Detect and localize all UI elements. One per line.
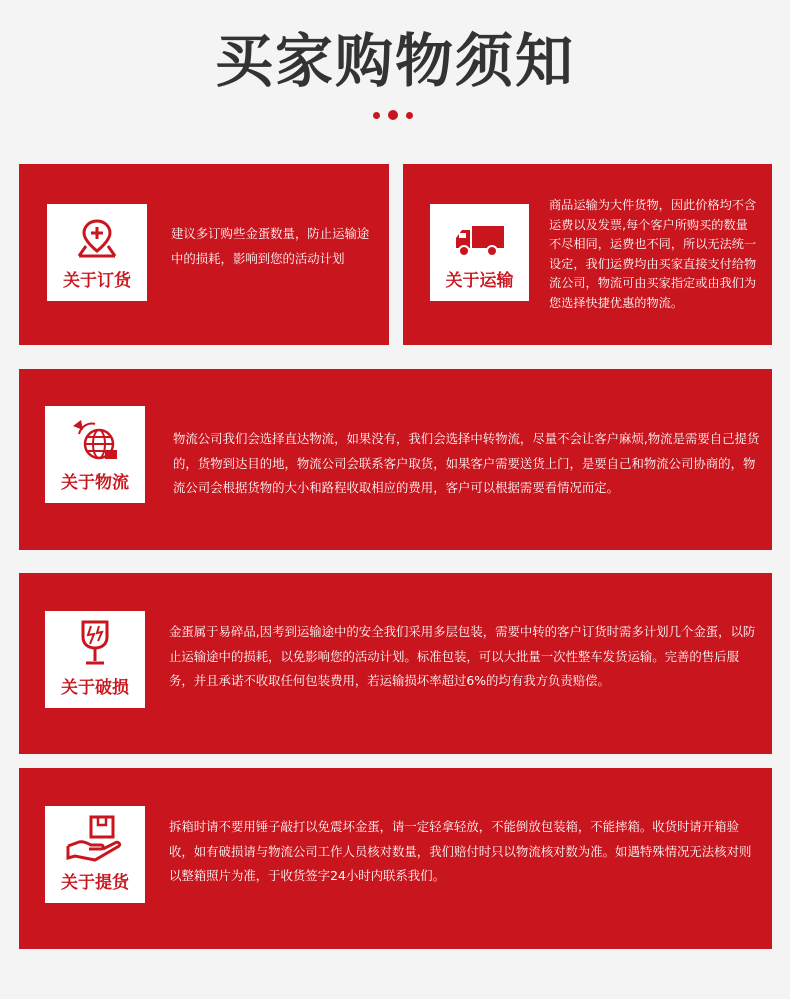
section-logistics-card [45, 406, 145, 503]
section-order-text: 建议多订购些金蛋数量，防止运输途中的损耗，影响到您的活动计划 [171, 226, 370, 266]
delivery-truck-icon [454, 224, 506, 260]
global-logistics-icon [69, 416, 121, 464]
section-shipping-label: 关于运输 [445, 271, 514, 291]
section-damage-label: 关于破损 [61, 678, 129, 698]
divider-dot [388, 110, 398, 120]
section-logistics-text: 物流公司我们会选择直达物流，如果没有，我们会选择中转物流，尽量不会让客户麻烦,物流是需要自己提货的，货物到达目的地，物流公司会联系客户取货，如果客户需要送货上门，是要自己和物流公司协商的，物流公司会根据货物的大小和路程收取相应的费用，客户可以根据需要看情况而定。 [173, 431, 760, 495]
divider-dot [406, 112, 413, 119]
section-shipping-panel [403, 164, 772, 345]
page-title: 买家购物须知 [214, 27, 575, 95]
section-order-label: 关于订货 [63, 271, 131, 291]
section-shipping-text: 商品运输为大件货物，因此价格均不含运费以及发票,每个客户所购买的数量不尽相同，运费也不同，所以无法统一设定，我们运费均由买家直接支付给物流公司，物流可由买家指定或由我们为您选择快捷优惠的物流。 [549, 198, 757, 310]
title-divider-dots [0, 109, 790, 121]
divider-dot [373, 112, 380, 119]
section-order-panel [19, 164, 389, 345]
section-damage-card [45, 611, 145, 708]
fragile-glass-icon [77, 619, 113, 667]
hand-package-icon [65, 814, 125, 864]
section-pickup-card [45, 806, 145, 903]
section-logistics-label: 关于物流 [61, 473, 129, 493]
location-pin-icon [75, 218, 119, 260]
section-order-card [47, 204, 147, 301]
section-pickup-panel [19, 768, 772, 949]
section-damage-text: 金蛋属于易碎品,因考到运输途中的安全我们采用多层包装，需要中转的客户订货时需多计划几个金蛋，以防止运输途中的损耗，以免影响您的活动计划。标准包装，可以大批量一次性整车发货运输。完善的售后服务，并且承诺不收取任何包装费用，若运输损坏率超过6%的均有我方负责赔偿。 [169, 624, 756, 688]
section-pickup-label: 关于提货 [61, 873, 129, 893]
section-pickup-text: 拆箱时请不要用锤子敲打以免震坏金蛋，请一定轻拿轻放，不能倒放包装箱，不能摔箱。收货时请开箱验收，如有破损请与物流公司工作人员核对数量，我们赔付时只以物流核对数为准。如遇特殊情况无法核对则以整箱照片为准，于收货签字24小时内联系我们。 [169, 819, 752, 883]
section-logistics-panel [19, 369, 772, 550]
section-shipping-card [430, 204, 529, 301]
section-damage-panel [19, 573, 772, 754]
